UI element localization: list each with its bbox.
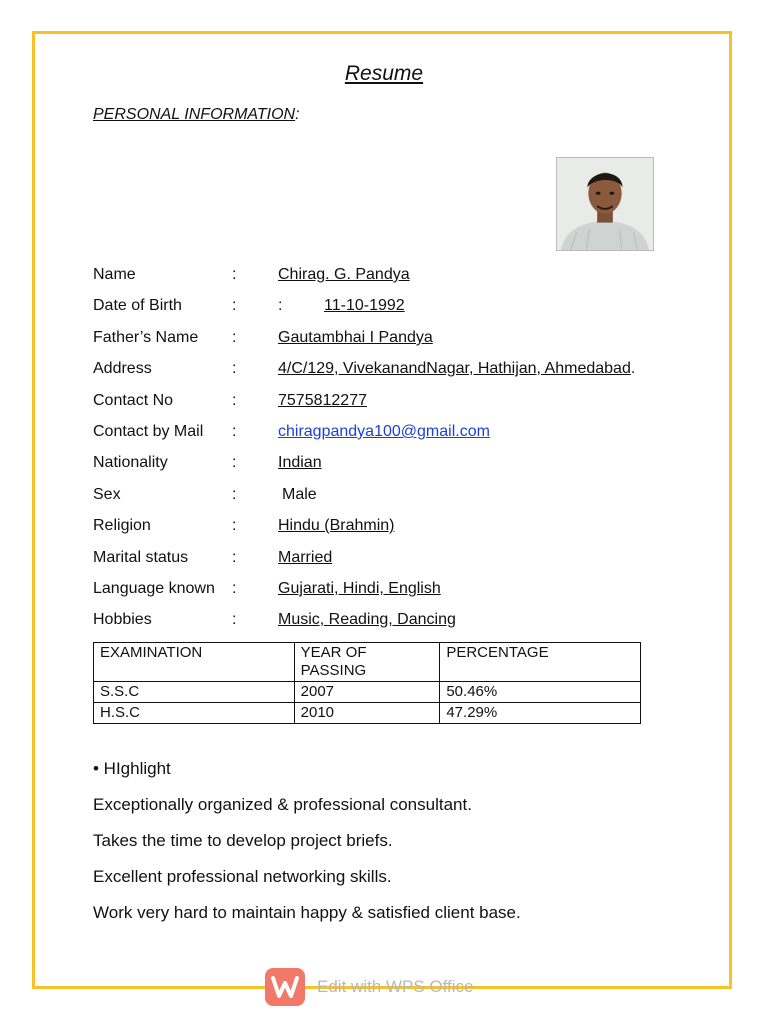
info-label: Contact by Mail (93, 423, 204, 440)
info-value-marital-status: Married (278, 549, 333, 566)
info-colon: : (232, 297, 237, 314)
table-cell: S.S.C (94, 682, 295, 703)
info-colon: : (232, 423, 237, 440)
edit-with-wps-button[interactable] (265, 968, 505, 1008)
email-link[interactable]: chiragpandya100@gmail.com (278, 423, 490, 440)
wps-logo-icon (265, 968, 305, 1006)
profile-photo (556, 157, 654, 251)
info-colon: : (232, 329, 237, 346)
highlights-list (93, 758, 521, 938)
info-label: Name (93, 266, 136, 283)
info-colon: : (232, 454, 237, 471)
list-item: Work very hard to maintain happy & satisfied client base. (93, 903, 521, 922)
info-label: Address (93, 360, 152, 377)
section-heading-text: PERSONAL INFORMATION (93, 106, 296, 123)
info-value-contact-no: 7575812277 (278, 392, 367, 409)
list-item: Exceptionally organized & professional consultant. (93, 795, 472, 814)
info-value-address: 4/C/129, VivekanandNagar, Hathijan, Ahmedabad (278, 360, 631, 377)
page-title: Resume (344, 62, 424, 85)
info-value-sex: Male (282, 486, 317, 503)
info-colon: : (232, 360, 237, 377)
info-value-hobbies: Music, Reading, Dancing (278, 611, 456, 628)
table-row (94, 703, 641, 724)
table-header-cell: EXAMINATION (94, 643, 295, 682)
info-label: Marital status (93, 549, 189, 566)
portrait-photo-icon (557, 158, 653, 250)
table-cell: 2010 (294, 703, 440, 724)
info-value-name: Chirag. G. Pandya (278, 266, 410, 283)
info-value-colon: : (278, 297, 283, 314)
table-cell: H.S.C (94, 703, 295, 724)
info-colon: : (232, 392, 237, 409)
wps-badge-text: Edit with WPS Office (317, 977, 474, 996)
info-label: Language known (93, 580, 215, 597)
info-colon: : (232, 266, 237, 283)
info-label: Sex (93, 486, 121, 503)
info-label: Contact No (93, 392, 174, 409)
info-value-address-period: . (630, 360, 636, 377)
info-value-date-of-birth: 11-10-1992 (324, 297, 405, 314)
info-colon: : (232, 517, 237, 534)
info-colon: : (232, 611, 237, 628)
info-value-nationality: Indian (278, 454, 322, 471)
table-row (94, 682, 641, 703)
info-value-language-known: Gujarati, Hindi, English (278, 580, 441, 597)
section-heading-personal-information (93, 106, 300, 124)
exam-table (93, 642, 641, 724)
list-item: Excellent professional networking skills. (93, 867, 392, 886)
table-cell: 2007 (294, 682, 440, 703)
table-header-cell: PERCENTAGE (440, 643, 641, 682)
info-label: Father’s Name (93, 329, 199, 346)
info-label: Date of Birth (93, 297, 182, 314)
info-value-fathers-name: Gautambhai I Pandya (278, 329, 433, 346)
info-label: Religion (93, 517, 151, 534)
table-header-cell: YEAR OF PASSING (294, 643, 440, 682)
table-cell: 50.46% (440, 682, 641, 703)
table-cell: 47.29% (440, 703, 641, 724)
info-colon: : (232, 580, 237, 597)
info-label: Hobbies (93, 611, 152, 628)
info-colon: : (232, 486, 237, 503)
info-value-religion: Hindu (Brahmin) (278, 517, 395, 534)
info-value-address-wrap (278, 358, 635, 380)
info-colon: : (232, 549, 237, 566)
section-heading-colon: : (295, 106, 300, 123)
list-item: Takes the time to develop project briefs. (93, 831, 393, 850)
info-label: Nationality (93, 454, 168, 471)
table-header-row (94, 643, 641, 682)
highlights-heading: • HIghlight (93, 759, 171, 778)
